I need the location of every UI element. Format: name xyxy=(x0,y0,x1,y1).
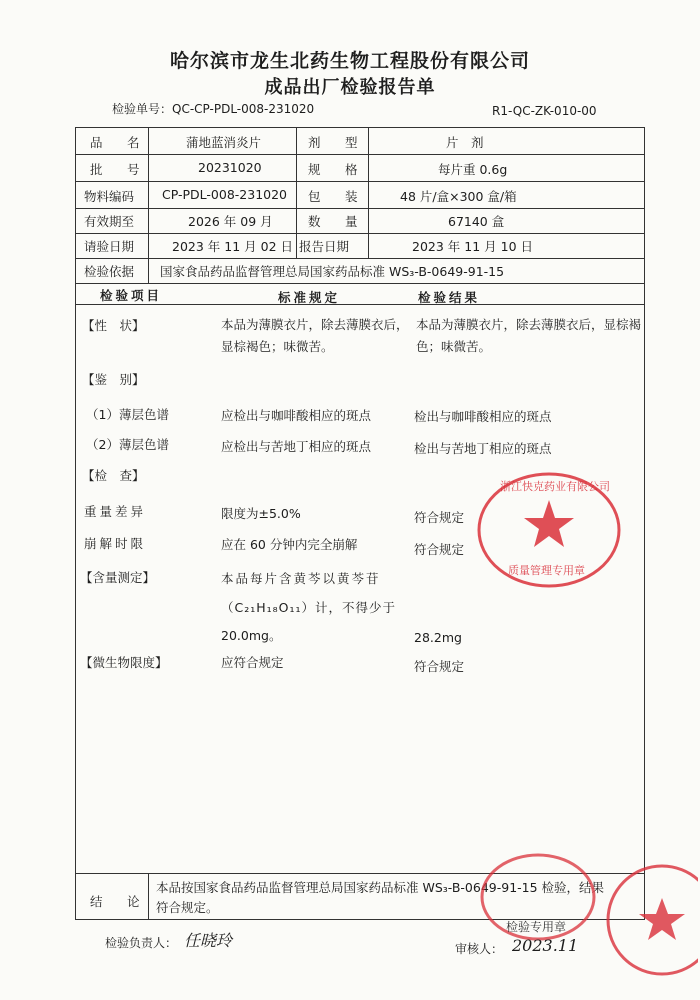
character-result: 本品为薄膜衣片，除去薄膜衣后，显棕褐色；味微苦。 xyxy=(416,317,642,354)
tlc2-label: （2）薄层色谱 xyxy=(86,437,169,452)
tlc1-result: 检出与咖啡酸相应的斑点 xyxy=(414,409,552,424)
request-date-label: 请验日期 xyxy=(84,239,135,254)
weight-variation-label: 重量差异 xyxy=(84,504,147,519)
quantity: 67140 盒 xyxy=(448,214,505,229)
assay-standard-line3: 20.0mg。 xyxy=(221,628,282,643)
disintegration-standard: 应在 60 分钟内完全崩解 xyxy=(221,537,358,552)
expiry-label: 有效期至 xyxy=(84,214,135,229)
character-standard: 本品为薄膜衣片，除去薄膜衣后，显棕褐色；味微苦。 xyxy=(221,317,409,354)
reviewer-label: 审核人： xyxy=(455,942,504,956)
inspector-signature: 任晓玲 xyxy=(184,931,233,950)
tlc2-result: 检出与苦地丁相应的斑点 xyxy=(414,441,552,456)
batch-label: 批 号 xyxy=(90,162,146,177)
column-item: 检验项目 xyxy=(100,288,163,303)
tlc1-label: （1）薄层色谱 xyxy=(86,407,169,422)
dosage-form-label: 剂 型 xyxy=(308,135,364,150)
second-seal xyxy=(600,858,698,982)
microbial-result: 符合规定 xyxy=(414,659,465,674)
quantity-label: 数 量 xyxy=(308,214,364,229)
quality-seal-text: 浙江快克药业有限公司 xyxy=(500,480,610,493)
column-standard: 标准规定 xyxy=(278,290,341,305)
microbial-standard: 应符合规定 xyxy=(221,655,284,670)
form-code: R1-QC-ZK-010-00 xyxy=(492,104,597,118)
tlc1-standard: 应检出与咖啡酸相应的斑点 xyxy=(221,408,372,423)
quality-seal-subtext: 质量管理专用章 xyxy=(508,564,585,577)
inspection-seal-text: 检验专用章 xyxy=(506,920,567,934)
basis-label: 检验依据 xyxy=(84,264,135,279)
character-label: 【性 状】 xyxy=(82,318,145,333)
company-name: 哈尔滨市龙生北药生物工程股份有限公司 xyxy=(169,50,530,72)
report-date: 2023 年 11 月 10 日 xyxy=(412,239,533,254)
second-seal-graphic xyxy=(600,858,698,978)
check-label: 【检 查】 xyxy=(82,468,145,483)
material-code: CP-PDL-008-231020 xyxy=(162,187,288,202)
inspector-label: 检验负责人： xyxy=(105,936,178,950)
doc-number: 检验单号：QC-CP-PDL-008-231020 xyxy=(112,102,315,116)
package-label: 包 装 xyxy=(308,189,364,204)
conclusion-label: 结 论 xyxy=(90,894,146,909)
specification: 每片重 0.6g xyxy=(438,162,508,177)
tlc2-standard: 应检出与苦地丁相应的斑点 xyxy=(221,439,372,454)
report-date-label: 报告日期 xyxy=(299,239,350,254)
product-name: 蒲地蓝消炎片 xyxy=(186,135,262,150)
dosage-form: 片 剂 xyxy=(446,135,484,150)
spec-label: 规 格 xyxy=(308,162,364,177)
assay-label: 【含量测定】 xyxy=(80,570,156,585)
column-result: 检验结果 xyxy=(418,290,481,305)
package: 48 片/盒×300 盒/箱 xyxy=(400,189,517,204)
conclusion-text: 本品按国家食品药品监督管理总局国家药品标准 WS₃-B-0649-91-15 检验，结果符合规定。 xyxy=(156,880,605,915)
identification-label: 【鉴 别】 xyxy=(82,372,145,387)
product-label: 品 名 xyxy=(90,135,146,150)
assay-result: 28.2mg xyxy=(414,630,462,645)
assay-standard-line2: （C₂₁H₁₈O₁₁）计，不得少于 xyxy=(221,600,397,615)
weight-variation-standard: 限度为±5.0% xyxy=(221,506,301,521)
weight-variation-result: 符合规定 xyxy=(414,510,465,525)
report-title: 成品出厂检验报告单 xyxy=(264,77,436,98)
material-code-label: 物料编码 xyxy=(84,189,135,204)
reviewer-signature: 2023.11 xyxy=(512,936,579,955)
disintegration-result: 符合规定 xyxy=(414,542,465,557)
microbial-label: 【微生物限度】 xyxy=(80,655,168,670)
request-date: 2023 年 11 月 02 日 xyxy=(172,239,293,254)
basis: 国家食品药品监督管理总局国家药品标准 WS₃-B-0649-91-15 xyxy=(160,264,505,279)
assay-standard-line1: 本品每片含黄芩以黄芩苷 xyxy=(221,571,381,586)
batch-number: 20231020 xyxy=(198,160,262,175)
disintegration-label: 崩解时限 xyxy=(84,536,147,551)
expiry-date: 2026 年 09 月 xyxy=(188,214,273,229)
